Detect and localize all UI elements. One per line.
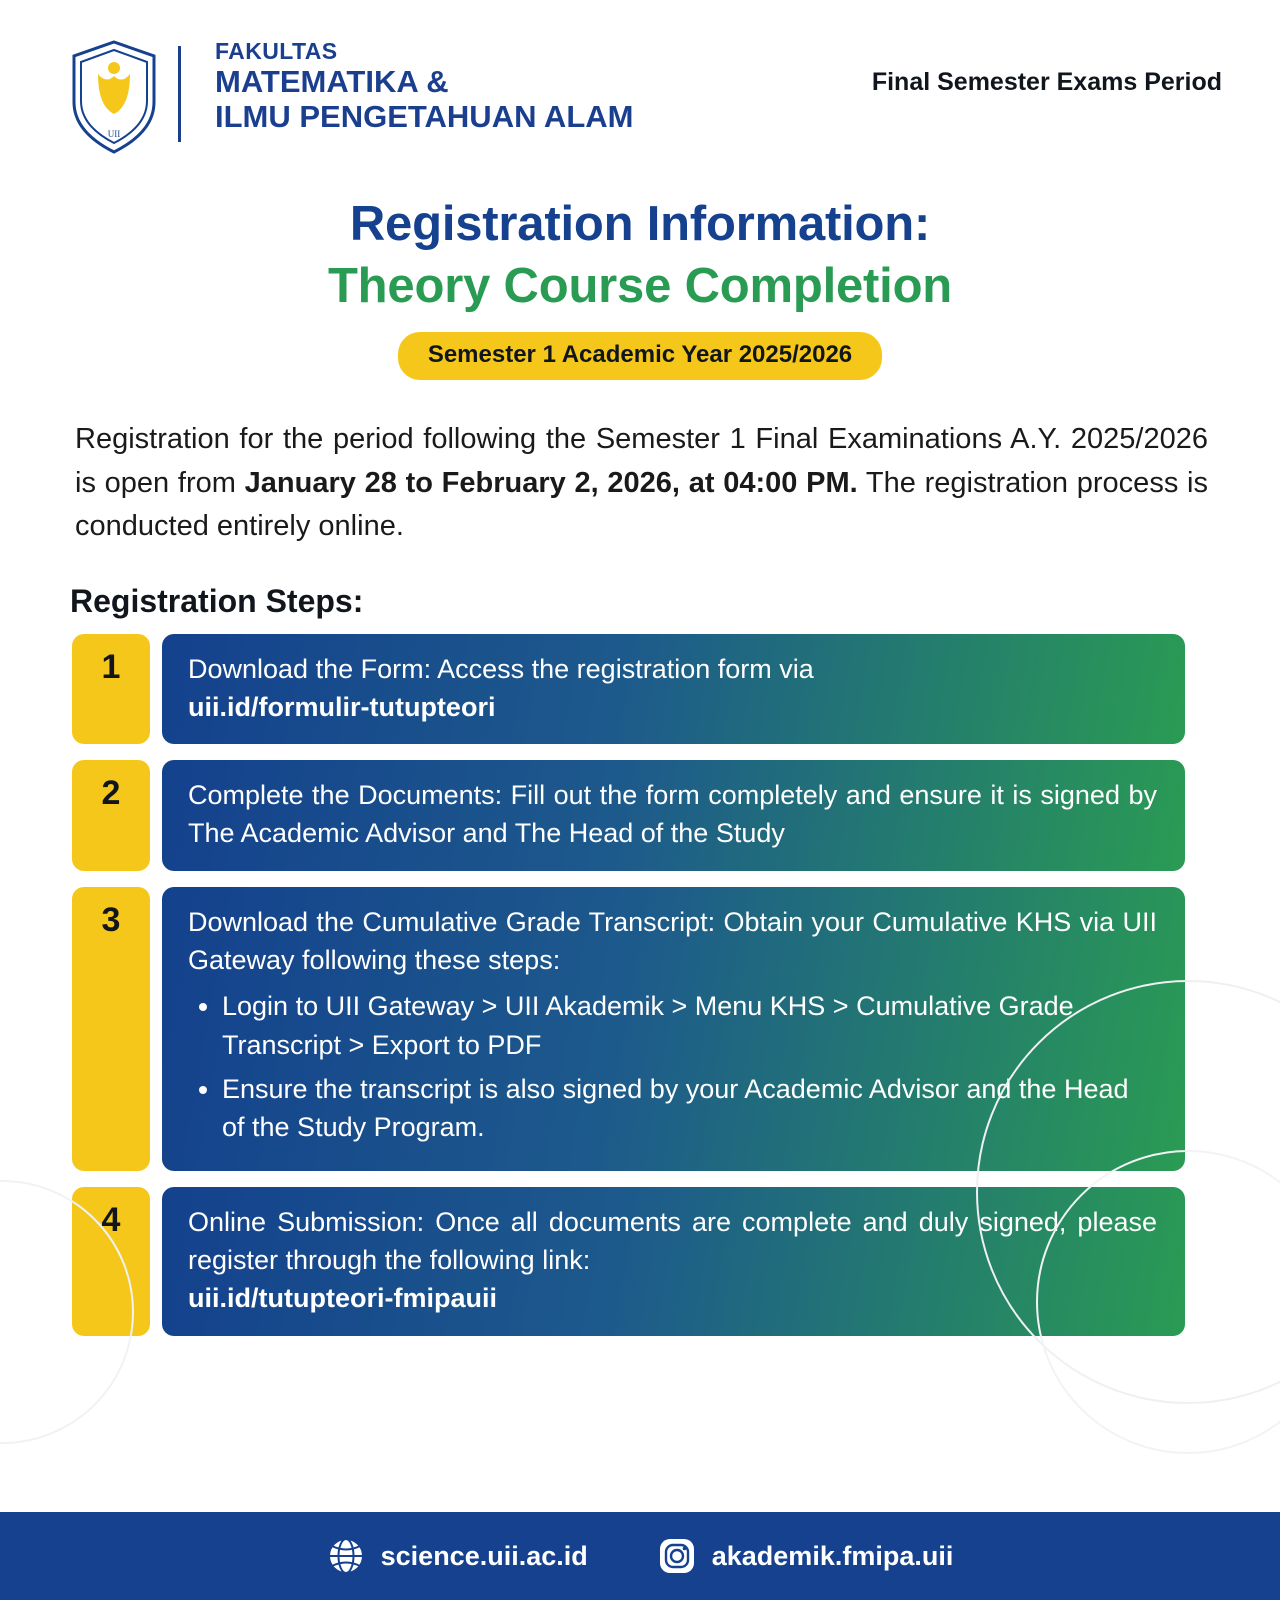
footer [0, 1512, 1280, 1600]
semester-badge: Semester 1 Academic Year 2025/2026 [398, 332, 882, 380]
header [0, 0, 1280, 140]
step-item [72, 1187, 1185, 1336]
faculty-line-1: FAKULTAS [215, 38, 338, 64]
step-bullet: • Ensure the transcript is also signed by your Academic Advisor and the Head of the Study Program. [222, 1070, 1157, 1147]
step-link[interactable]: uii.id/tutupteori-fmipauii [188, 1283, 497, 1314]
step-link[interactable]: uii.id/formulir-tutupteori [188, 691, 496, 722]
instagram-label: akademik.fmipa.uii [711, 1540, 954, 1571]
page-title-line-1: Registration Information: [349, 197, 931, 251]
faculty-line-3: ILMU PENGETAHUAN ALAM [215, 99, 634, 135]
steps-heading: Registration Steps: [70, 582, 364, 619]
step-content [162, 760, 1185, 871]
faculty-line-2: MATEMATIKA & [215, 64, 449, 100]
website-contact[interactable] [327, 1537, 588, 1575]
instagram-icon [658, 1537, 696, 1575]
step-number: 1 [72, 634, 150, 745]
svg-text:UII: UII [107, 129, 121, 139]
step-item [72, 634, 1185, 745]
title-block [0, 196, 1280, 380]
step-text: Download the Cumulative Grade Transcript: Obtain your Cumulative KHS via UII Gateway following these steps: [188, 906, 1157, 976]
step-text: Online Submission: Once all documents are complete and duly signed, please register through the following link: [188, 1206, 1157, 1276]
intro-paragraph [75, 418, 1208, 549]
faculty-name [215, 40, 633, 133]
logo-block [68, 40, 633, 156]
step-content [162, 634, 1185, 745]
intro-part-2: The registration process is conducted entirely online. [75, 466, 1208, 542]
step-text: Complete the Documents: Fill out the form completely and ensure it is signed by The Academic Advisor and The Head of the Study [188, 780, 1157, 849]
website-label: science.uii.ac.id [380, 1540, 588, 1571]
step-content [162, 1187, 1185, 1336]
step-bullet-list [188, 987, 1157, 1146]
step-bullet: • Login to UII Gateway > UII Akademik > Menu KHS > Cumulative Grade Transcript > Export to PDF [222, 987, 1157, 1064]
step-content [162, 887, 1185, 1171]
step-number: 2 [72, 760, 150, 871]
page-title-line-2: Theory Course Completion [327, 259, 953, 313]
intro-highlight: January 28 to February 2, 2026, at 04:00 PM. [244, 466, 858, 499]
step-item [72, 760, 1185, 871]
globe-icon [327, 1537, 365, 1575]
logo-divider [178, 46, 181, 142]
step-text: Download the Form: Access the registration form via [188, 653, 814, 684]
step-item [72, 887, 1185, 1171]
instagram-contact[interactable] [658, 1537, 954, 1575]
intro-part-1: Registration for the period following the Semester 1 Final Examinations A.Y. 2025/2026 is open from [75, 423, 1208, 499]
step-number: 4 [72, 1187, 150, 1336]
uii-crest-icon [68, 40, 160, 156]
step-number: 3 [72, 887, 150, 1171]
steps-list [72, 634, 1185, 1336]
exam-period-label: Final Semester Exams Period [871, 68, 1222, 96]
